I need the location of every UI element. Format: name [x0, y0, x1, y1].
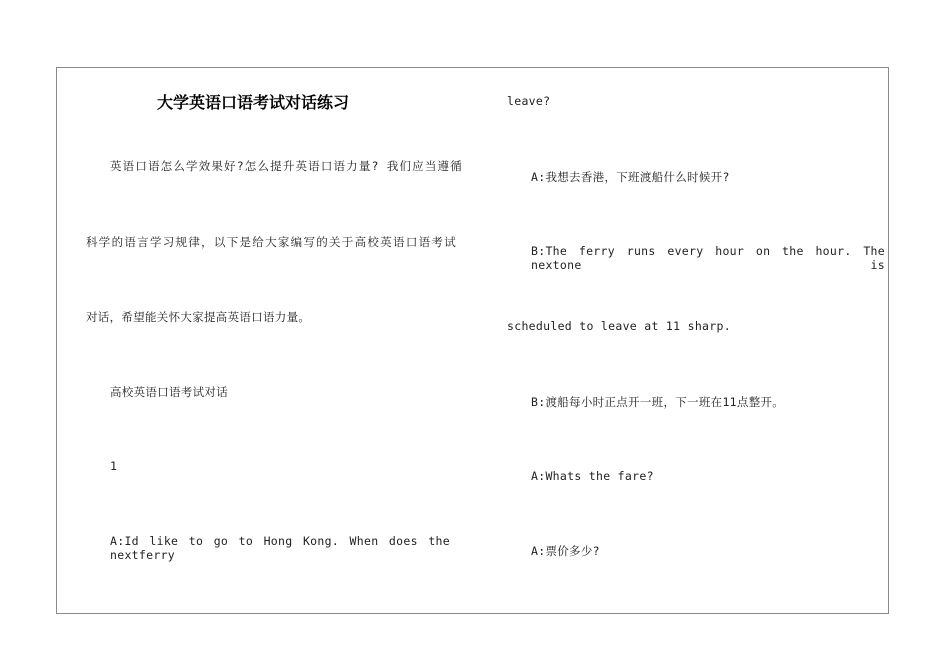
dialog-line: A:Id like to go to Hong Kong. When does the nextferry — [110, 534, 450, 562]
paragraph-line: 对话，希望能关怀大家提高英语口语力量。 — [86, 310, 311, 324]
dialog-line: A:票价多少? — [531, 544, 600, 558]
dialog-line: scheduled to leave at 11 sharp. — [507, 319, 731, 333]
dialog-line: B:渡船每小时正点开一班，下一班在11点整开。 — [531, 395, 785, 409]
dialog-line: B:The ferry runs every hour on the hour. The nextone is — [531, 244, 885, 272]
dialog-line: leave? — [507, 94, 551, 108]
dialog-line: A:我想去香港，下班渡船什么时候开? — [531, 170, 730, 184]
page-border — [56, 67, 889, 614]
paragraph-line: 科学的语言学习规律，以下是给大家编写的关于高校英语口语考试 — [86, 235, 456, 249]
section-heading: 高校英语口语考试对话 — [110, 385, 228, 399]
dialog-line: A:Whats the fare? — [531, 469, 654, 483]
document-title: 大学英语口语考试对话练习 — [157, 93, 350, 112]
paragraph-line: 英语口语怎么学效果好?怎么提升英语口语力量? 我们应当遵循 — [110, 159, 462, 173]
section-number: 1 — [110, 459, 118, 473]
